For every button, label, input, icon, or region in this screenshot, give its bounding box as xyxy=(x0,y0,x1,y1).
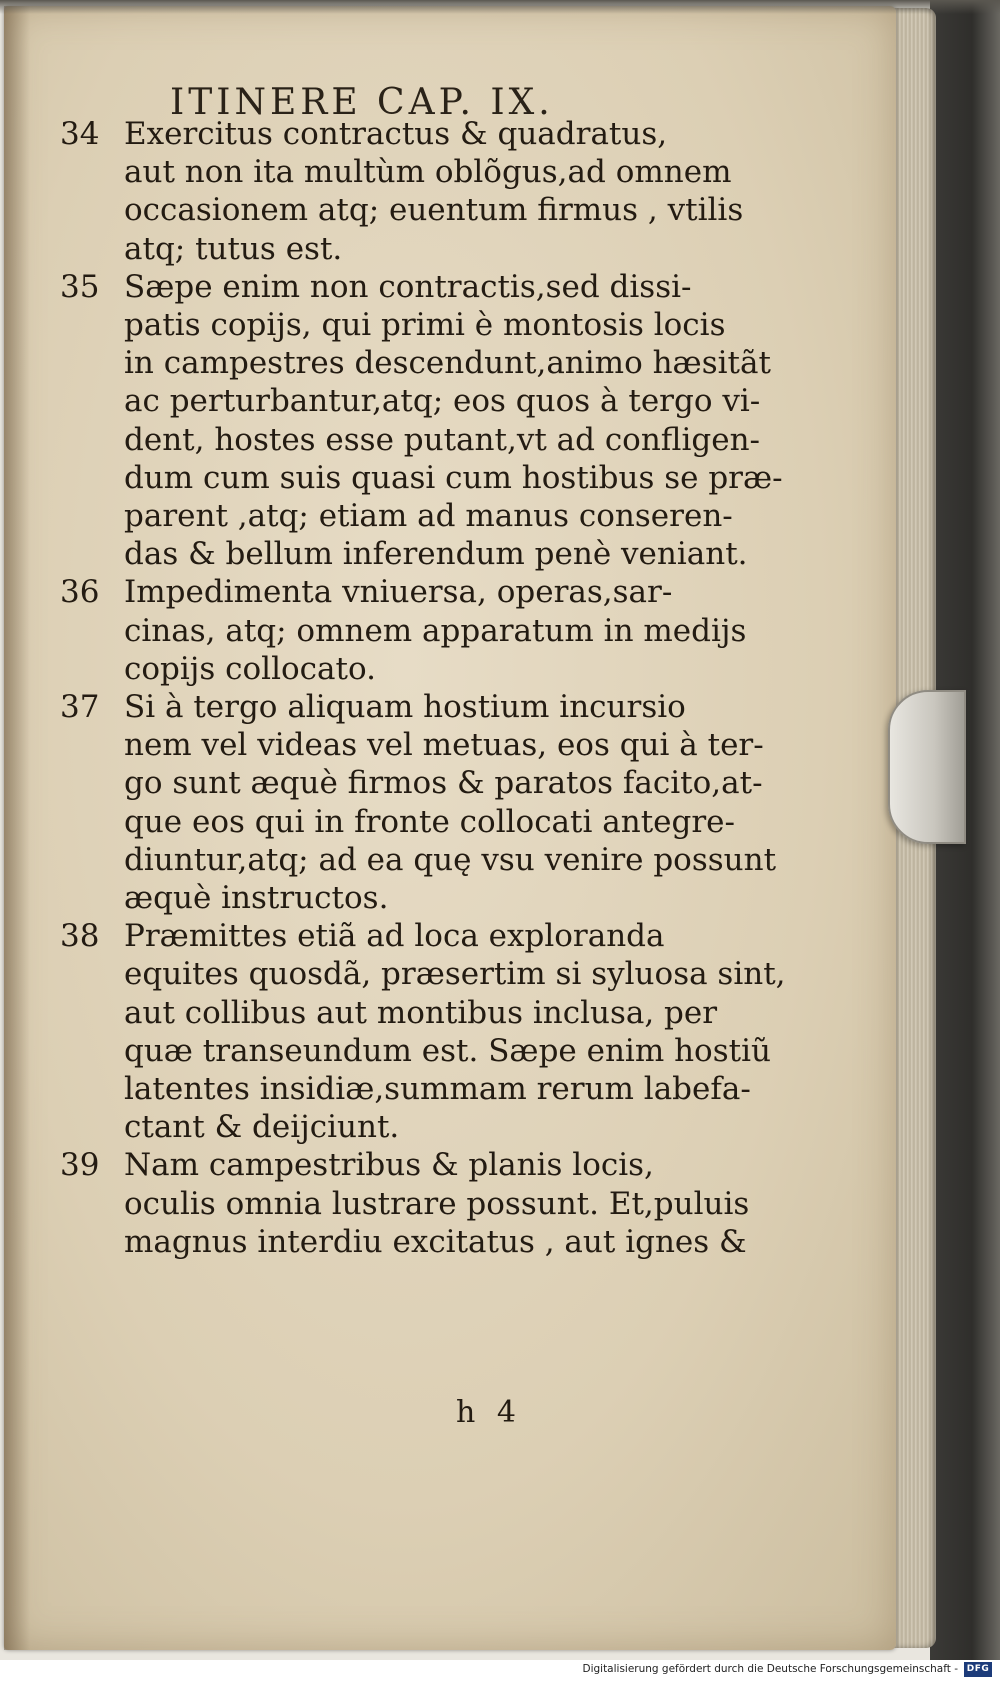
line-text: copijs collocato. xyxy=(124,650,376,687)
line-text: latentes insidiæ,summam rerum labefa- xyxy=(124,1071,751,1108)
page-clip xyxy=(888,690,966,844)
line-text: Si à tergo aliquam hostium incursio xyxy=(124,689,686,726)
line-text: ac perturbantur,atq; eos quos à tergo vi- xyxy=(124,383,761,420)
line-text: dent, hostes esse putant,vt ad confligen- xyxy=(124,421,761,458)
text-line xyxy=(60,573,750,611)
line-text: Nam campestribus & planis locis, xyxy=(124,1147,654,1184)
line-text: aut collibus aut montibus inclusa, per xyxy=(124,994,718,1031)
text-line xyxy=(60,115,750,153)
dfg-logo: DFG xyxy=(964,1662,992,1677)
line-text: Exercitus contractus & quadratus, xyxy=(124,116,668,152)
text-line xyxy=(60,191,750,229)
text-line xyxy=(60,459,783,497)
line-text: atq; tutus est. xyxy=(124,230,343,267)
text-line xyxy=(60,497,750,535)
text-line xyxy=(60,917,750,955)
paragraph-number: 34 xyxy=(60,116,100,152)
gutter-shadow xyxy=(4,6,30,1650)
paragraph-number: 38 xyxy=(60,918,100,955)
text-line xyxy=(60,382,761,420)
line-text: oculis omnia lustrare possunt. Et,puluis xyxy=(124,1185,750,1222)
text-line xyxy=(60,153,750,191)
line-text: aut non ita multùm oblõgus,ad omnem xyxy=(124,154,732,191)
text-line xyxy=(60,535,750,573)
line-text: cinas, atq; omnem apparatum in medijs xyxy=(124,612,747,649)
line-text: equites quosdã, præsertim si syluosa sint, xyxy=(124,956,786,993)
text-line xyxy=(60,650,750,688)
paragraph-number: 35 xyxy=(60,268,100,305)
text-line xyxy=(60,1070,750,1108)
line-text: æquè instructos. xyxy=(124,880,389,917)
line-text: das & bellum inferendum penè veniant. xyxy=(124,536,748,573)
funding-notice: Digitalisierung gefördert durch die Deutsche Forschungsgemeinschaft - xyxy=(582,1663,958,1675)
text-line xyxy=(60,955,786,993)
line-text: magnus interdiu excitatus , aut ignes & xyxy=(124,1223,747,1260)
text-line xyxy=(60,421,761,459)
line-text: patis copijs, qui primi è montosis locis xyxy=(124,307,726,344)
text-line xyxy=(60,1032,771,1070)
text-line xyxy=(60,268,750,306)
line-text: que eos qui in fronte collocati antegre- xyxy=(124,803,735,840)
line-text: parent ,atq; etiam ad manus conseren- xyxy=(124,498,733,535)
text-line xyxy=(60,726,764,764)
line-text: quæ transeundum est. Sæpe enim hostiũ xyxy=(124,1032,771,1069)
text-line xyxy=(60,1185,750,1223)
line-text: in campestres descendunt,animo hæsitãt xyxy=(124,345,771,382)
line-text: diuntur,atq; ad ea quę vsu venire possunt xyxy=(124,841,777,878)
text-line xyxy=(60,1108,750,1146)
line-text: dum cum suis quasi cum hostibus se præ- xyxy=(124,459,783,496)
line-text: ctant & deijciunt. xyxy=(124,1109,400,1146)
line-text: Præmittes etiã ad loca exploranda xyxy=(124,918,665,955)
line-text: occasionem atq; euentum firmus , vtilis xyxy=(124,192,744,229)
text-line xyxy=(60,764,763,802)
line-text: Sæpe enim non contractis,sed dissi- xyxy=(124,268,692,305)
text-line xyxy=(60,612,750,650)
paragraph-number: 37 xyxy=(60,689,100,726)
top-shadow xyxy=(0,0,1000,14)
line-text: Impedimenta vniuersa, operas,sar- xyxy=(124,574,673,611)
text-line xyxy=(60,879,750,917)
text-line xyxy=(60,1146,750,1184)
signature-mark: h 4 xyxy=(456,1395,522,1430)
footer-bar xyxy=(0,1660,1000,1683)
text-line xyxy=(60,230,750,268)
text-line xyxy=(60,994,750,1032)
text-line xyxy=(60,688,750,726)
body-text xyxy=(60,115,786,1261)
paragraph-number: 36 xyxy=(60,574,100,611)
line-text: nem vel videas vel metuas, eos qui à ter- xyxy=(124,727,764,764)
text-line xyxy=(60,344,771,382)
line-text: go sunt æquè firmos & paratos facito,at- xyxy=(124,765,763,802)
text-line xyxy=(60,1223,750,1261)
text-line xyxy=(60,841,777,879)
text-line xyxy=(60,803,750,841)
text-line xyxy=(60,306,750,344)
running-head: ITINERE CAP. IX. xyxy=(170,82,554,123)
paragraph-number: 39 xyxy=(60,1147,100,1184)
